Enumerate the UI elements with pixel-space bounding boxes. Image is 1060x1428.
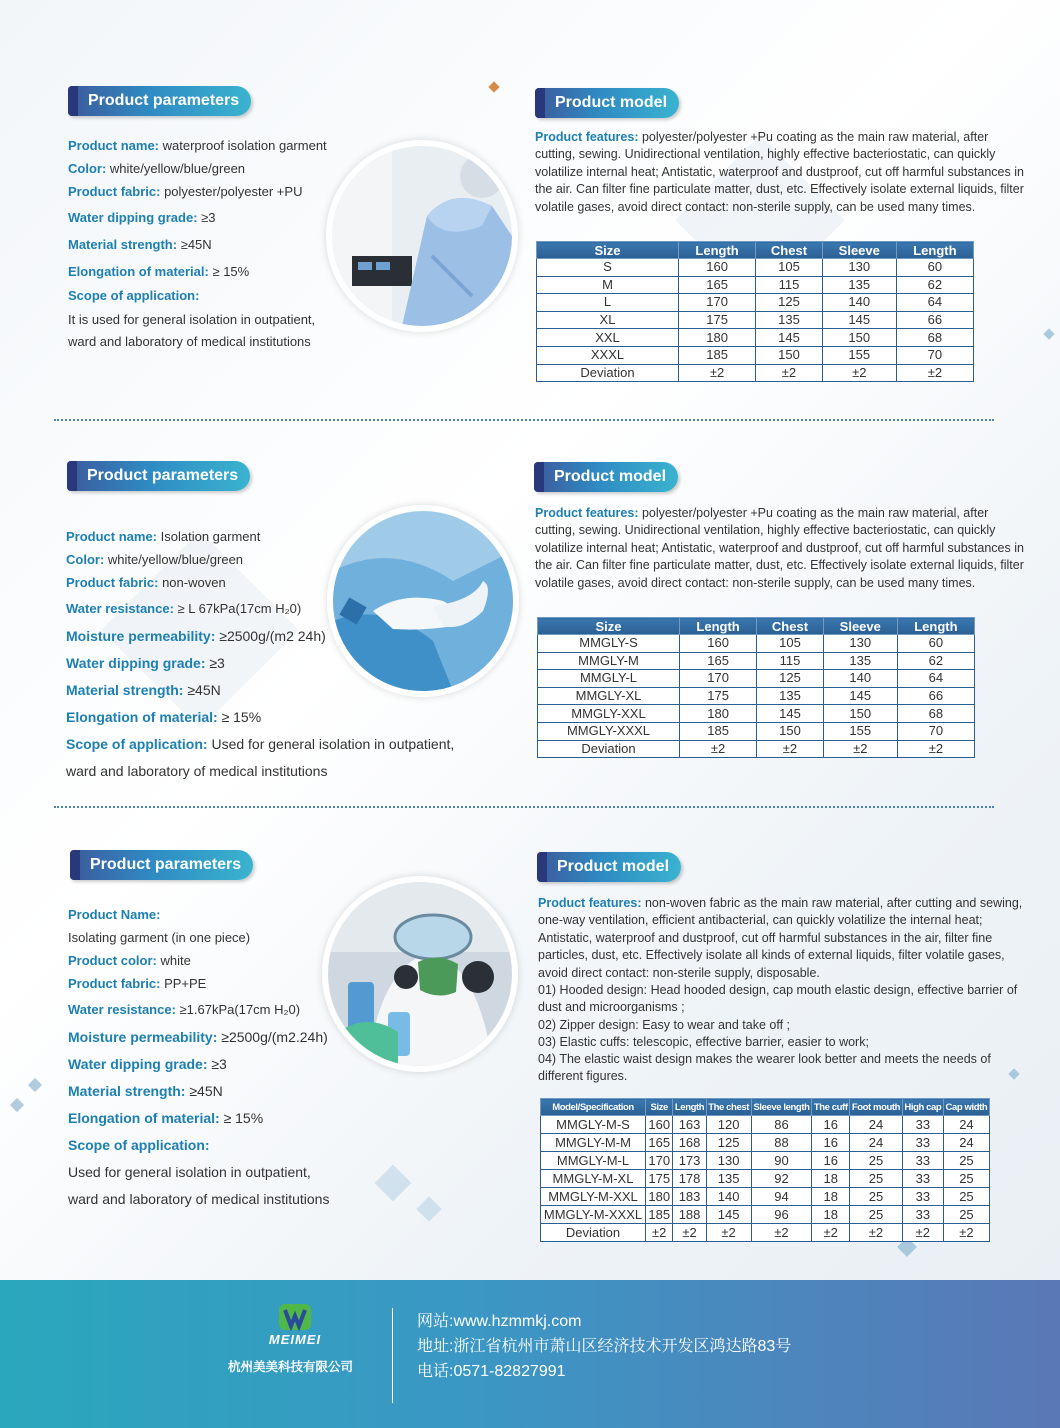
product-parameters-title: Product parameters: [70, 850, 253, 880]
cell: 173: [673, 1152, 706, 1170]
table-row: [538, 740, 975, 758]
cell: 125: [757, 670, 824, 688]
param-row: Elongation of material: ≥ 15%: [68, 1110, 264, 1126]
cell: M: [537, 276, 679, 294]
cell: 168: [673, 1134, 706, 1152]
company-logo: [255, 1302, 335, 1350]
param-row: ward and laboratory of medical institutions: [68, 1191, 330, 1207]
cell: 33: [902, 1152, 943, 1170]
bg-diamond: [28, 1078, 42, 1092]
table-row: [537, 364, 974, 382]
table-row: [537, 259, 974, 277]
table-row: [541, 1170, 990, 1188]
product-parameters-title: Product parameters: [68, 86, 251, 116]
design-point: 03) Elastic cuffs: telescopic, effective barrier, easier to work;: [538, 1035, 869, 1049]
col-header: Sleeve: [822, 242, 896, 259]
cell: 66: [896, 311, 973, 329]
param-row: Scope of application: Used for general isolation in outpatient,: [66, 736, 455, 752]
bg-diamond: [1043, 328, 1054, 339]
param-row: Moisture permeability: ≥2500g/(m2.24h): [68, 1029, 328, 1045]
cell: 170: [680, 670, 757, 688]
param-row: Water dipping grade: ≥3: [68, 210, 216, 225]
address-text: 地址:浙江省杭州市萧山区经济技术开发区鸿达路83号: [417, 1338, 792, 1355]
cell: 150: [823, 705, 897, 723]
cell: ±2: [757, 740, 824, 758]
cell: 90: [751, 1152, 812, 1170]
table-row: [537, 329, 974, 347]
cell: 165: [679, 276, 756, 294]
param-row: Product fabric: PP+PE: [68, 976, 207, 991]
cell: MMGLY-S: [538, 635, 680, 653]
cell: 62: [896, 276, 973, 294]
cell: 160: [646, 1116, 673, 1134]
cell: 96: [751, 1206, 812, 1224]
cell: ±2: [646, 1224, 673, 1242]
cell: 130: [822, 259, 896, 277]
cell: MMGLY-M-M: [541, 1134, 646, 1152]
cell: ±2: [943, 1224, 989, 1242]
cell: MMGLY-M-S: [541, 1116, 646, 1134]
param-row: Product name: Isolation garment: [66, 529, 261, 544]
cell: MMGLY-M-XXL: [541, 1188, 646, 1206]
cell: 150: [756, 346, 823, 364]
cell: 25: [850, 1206, 903, 1224]
table-row: [541, 1206, 990, 1224]
cell: 155: [822, 346, 896, 364]
cell: 185: [679, 346, 756, 364]
design-point: 02) Zipper design: Easy to wear and take off ;: [538, 1018, 790, 1032]
cell: 145: [706, 1206, 751, 1224]
design-point: 01) Hooded design: Head hooded design, cap mouth elastic design, effective barrier of dust and microorganisms ;: [538, 983, 1018, 1015]
cell: S: [537, 259, 679, 277]
param-row: ward and laboratory of medical institutions: [68, 334, 311, 349]
cell: 175: [680, 687, 757, 705]
cell: MMGLY-M: [538, 652, 680, 670]
product-features: Product features: polyester/polyester +Pu coating as the main raw material, after cutting, sewing. Unidirectional ventilation, highly effective bacteriostatic, can quickly volatilize internal heat; Antistatic, waterproof and dustproof, cut off harmful substances in the air. Can filter fine particulate matter, dust, etc. Effectively isolate external liquids, filter volatile gases, avoid direct contact: non-sterile supply, can be used many times.: [535, 130, 1024, 214]
cell: 160: [679, 259, 756, 277]
cell: 92: [751, 1170, 812, 1188]
cell: 25: [943, 1206, 989, 1224]
cell: 135: [756, 311, 823, 329]
cell: 25: [943, 1188, 989, 1206]
table-row: [538, 687, 975, 705]
cell: Deviation: [541, 1224, 646, 1242]
cell: 135: [823, 652, 897, 670]
cell: ±2: [673, 1224, 706, 1242]
design-point: 04) The elastic waist design makes the wearer look better and meets the needs of different figures.: [538, 1052, 991, 1084]
cell: 125: [706, 1134, 751, 1152]
product-photo-isolation-garment: [327, 505, 519, 697]
param-row: Product color: white: [68, 953, 191, 968]
param-row: Scope of application:: [68, 1137, 210, 1153]
param-row: Product name: waterproof isolation garment: [68, 138, 327, 153]
param-row: Used for general isolation in outpatient,: [68, 1164, 311, 1180]
cell: 175: [679, 311, 756, 329]
cell: 33: [902, 1188, 943, 1206]
footer-divider: [392, 1308, 393, 1403]
cell: 145: [757, 705, 824, 723]
logo-wordmark: MEIMEI: [268, 1332, 322, 1347]
cell: 16: [812, 1116, 850, 1134]
cell: 150: [822, 329, 896, 347]
cell: Deviation: [538, 740, 680, 758]
cell: 33: [902, 1134, 943, 1152]
cell: 24: [850, 1134, 903, 1152]
table-header-row: [537, 242, 974, 259]
cell: 25: [943, 1152, 989, 1170]
col-header: Sleeve: [823, 618, 897, 635]
size-table: [536, 241, 974, 382]
size-table: [537, 617, 975, 758]
cell: 66: [897, 687, 974, 705]
col-header: Length: [680, 618, 757, 635]
cell: 25: [850, 1170, 903, 1188]
cell: 24: [943, 1116, 989, 1134]
cell: 135: [757, 687, 824, 705]
cell: ±2: [896, 364, 973, 382]
cell: 140: [822, 294, 896, 312]
cell: ±2: [823, 740, 897, 758]
bg-diamond: [416, 1196, 441, 1221]
cell: XXXL: [537, 346, 679, 364]
col-header: Length: [897, 618, 974, 635]
cell: MMGLY-XL: [538, 687, 680, 705]
cell: 165: [646, 1134, 673, 1152]
product-model-title: Product model: [535, 88, 679, 118]
col-header: Length: [679, 242, 756, 259]
product-photo-one-piece-garment: [322, 876, 518, 1072]
cell: 155: [823, 722, 897, 740]
cell: 180: [680, 705, 757, 723]
cell: 16: [812, 1134, 850, 1152]
cell: 64: [896, 294, 973, 312]
cell: ±2: [822, 364, 896, 382]
col-header: Model/Specification: [541, 1099, 646, 1116]
cell: Deviation: [537, 364, 679, 382]
section-divider: [54, 806, 994, 808]
cell: MMGLY-M-XL: [541, 1170, 646, 1188]
cell: 18: [812, 1188, 850, 1206]
cell: MMGLY-M-XXXL: [541, 1206, 646, 1224]
table-row: [541, 1152, 990, 1170]
table-row: [538, 670, 975, 688]
company-name: 杭州美美科技有限公司: [228, 1360, 354, 1374]
col-header: The cuff: [812, 1099, 850, 1116]
param-row: Water dipping grade: ≥3: [68, 1056, 227, 1072]
col-header: High cap: [902, 1099, 943, 1116]
table-row: [541, 1188, 990, 1206]
cell: 145: [756, 329, 823, 347]
cell: 60: [897, 635, 974, 653]
cell: 115: [756, 276, 823, 294]
cell: 33: [902, 1206, 943, 1224]
cell: L: [537, 294, 679, 312]
col-header: Size: [646, 1099, 673, 1116]
cell: 150: [757, 722, 824, 740]
phone-text: 电话:0571-82827991: [417, 1363, 566, 1380]
cell: 68: [897, 705, 974, 723]
table-row: [538, 652, 975, 670]
param-row: Product fabric: polyester/polyester +PU: [68, 184, 303, 199]
cell: 105: [757, 635, 824, 653]
param-row: Color: white/yellow/blue/green: [66, 552, 244, 567]
param-row: Scope of application:: [68, 288, 200, 303]
param-row: Water dipping grade: ≥3: [66, 655, 225, 671]
cell: 188: [673, 1206, 706, 1224]
cell: 64: [897, 670, 974, 688]
cell: 70: [897, 722, 974, 740]
cell: 160: [680, 635, 757, 653]
cell: 24: [850, 1116, 903, 1134]
product-features: Product features: non-woven fabric as the main raw material, after cutting and sewing, one-way ventilation, efficient antibacterial, can quickly volatilize the internal heat; Antistatic, waterproof and dustproof, cut off harmful substances in the air, filter fine particles, dust, etc. Effectively isolate all kinds of external liquids, filter volatile gases, avoid direct contact: non-sterile supply, disposable.: [538, 896, 1023, 980]
cell: 105: [756, 259, 823, 277]
param-row: Product fabric: non-woven: [66, 575, 226, 590]
table-row: [537, 311, 974, 329]
table-row: [538, 635, 975, 653]
bg-diamond: [488, 81, 499, 92]
col-header: Chest: [756, 242, 823, 259]
cell: 145: [823, 687, 897, 705]
col-header: Length: [896, 242, 973, 259]
cell: MMGLY-M-L: [541, 1152, 646, 1170]
param-row: Product Name:: [68, 907, 161, 922]
param-row: Color: white/yellow/blue/green: [68, 161, 246, 176]
cell: 18: [812, 1206, 850, 1224]
cell: 86: [751, 1116, 812, 1134]
cell: 25: [943, 1170, 989, 1188]
param-row: Elongation of material: ≥ 15%: [66, 709, 262, 725]
col-header: Length: [673, 1099, 706, 1116]
cell: XL: [537, 311, 679, 329]
cell: XXL: [537, 329, 679, 347]
param-row: Material strength: ≥45N: [66, 682, 221, 698]
cell: 178: [673, 1170, 706, 1188]
cell: ±2: [902, 1224, 943, 1242]
param-row: Water resistance: ≥1.67kPa(17cm H₂0): [68, 1002, 301, 1017]
cell: 140: [823, 670, 897, 688]
table-row: [537, 294, 974, 312]
param-row: Moisture permeability: ≥2500g/(m2 24h): [66, 628, 326, 644]
cell: ±2: [897, 740, 974, 758]
param-row: Material strength: ≥45N: [68, 1083, 223, 1099]
bg-diamond: [375, 1165, 412, 1202]
col-header: Sleeve length: [751, 1099, 812, 1116]
cell: 145: [822, 311, 896, 329]
cell: 88: [751, 1134, 812, 1152]
cell: MMGLY-XXXL: [538, 722, 680, 740]
cell: 175: [646, 1170, 673, 1188]
cell: 70: [896, 346, 973, 364]
param-row: Material strength: ≥45N: [68, 237, 212, 252]
cell: ±2: [679, 364, 756, 382]
cell: 183: [673, 1188, 706, 1206]
size-table: [540, 1098, 990, 1242]
table-row: [538, 705, 975, 723]
param-row: It is used for general isolation in outpatient,: [68, 312, 316, 327]
cell: 16: [812, 1152, 850, 1170]
website-text[interactable]: 网站:www.hzmmkj.com: [417, 1313, 582, 1330]
table-row: [538, 722, 975, 740]
product-photo-waterproof-garment: [326, 140, 518, 332]
product-model-title: Product model: [534, 462, 678, 492]
cell: ±2: [706, 1224, 751, 1242]
bg-diamond: [10, 1098, 24, 1112]
cell: 125: [756, 294, 823, 312]
cell: 33: [902, 1170, 943, 1188]
col-header: Chest: [757, 618, 824, 635]
cell: 25: [850, 1188, 903, 1206]
cell: 135: [822, 276, 896, 294]
param-row: Elongation of material: ≥ 15%: [68, 264, 250, 279]
cell: 185: [646, 1206, 673, 1224]
cell: 170: [679, 294, 756, 312]
cell: 68: [896, 329, 973, 347]
cell: 18: [812, 1170, 850, 1188]
cell: 170: [646, 1152, 673, 1170]
param-row: ward and laboratory of medical institutions: [66, 763, 328, 779]
cell: 115: [757, 652, 824, 670]
cell: ±2: [680, 740, 757, 758]
cell: 135: [706, 1170, 751, 1188]
cell: ±2: [751, 1224, 812, 1242]
table-row: [537, 346, 974, 364]
cell: 140: [706, 1188, 751, 1206]
cell: ±2: [850, 1224, 903, 1242]
cell: 180: [679, 329, 756, 347]
cell: 185: [680, 722, 757, 740]
table-row: [541, 1134, 990, 1152]
cell: 24: [943, 1134, 989, 1152]
cell: 94: [751, 1188, 812, 1206]
table-row: [541, 1116, 990, 1134]
cell: 180: [646, 1188, 673, 1206]
footer: [0, 1280, 1060, 1428]
cell: MMGLY-L: [538, 670, 680, 688]
cell: MMGLY-XXL: [538, 705, 680, 723]
section-divider: [54, 419, 994, 421]
param-row: Isolating garment (in one piece): [68, 930, 251, 945]
col-header: Foot mouth: [850, 1099, 903, 1116]
cell: 25: [850, 1152, 903, 1170]
product-parameters-title: Product parameters: [67, 461, 250, 491]
table-header-row: [538, 618, 975, 635]
table-header-row: [541, 1099, 990, 1116]
col-header: Size: [538, 618, 680, 635]
table-row: [541, 1224, 990, 1242]
cell: 120: [706, 1116, 751, 1134]
cell: 60: [896, 259, 973, 277]
cell: 130: [823, 635, 897, 653]
cell: ±2: [756, 364, 823, 382]
cell: 163: [673, 1116, 706, 1134]
cell: 33: [902, 1116, 943, 1134]
col-header: Cap width: [943, 1099, 989, 1116]
cell: 165: [680, 652, 757, 670]
product-features: Product features: polyester/polyester +Pu coating as the main raw material, after cutting, sewing. Unidirectional ventilation, highly effective bacteriostatic, can quickly volatilize internal heat; Antistatic, waterproof and dustproof, cut off harmful substances in the air. Can filter fine particulate matter, dust, etc. Effectively isolate external liquids, filter volatile gases, avoid direct contact: non-sterile supply, can be used many times.: [535, 506, 1024, 590]
cell: 130: [706, 1152, 751, 1170]
table-row: [537, 276, 974, 294]
col-header: Size: [537, 242, 679, 259]
cell: ±2: [812, 1224, 850, 1242]
param-row: Water resistance: ≥ L 67kPa(17cm H₂0): [66, 601, 302, 616]
col-header: The chest: [706, 1099, 751, 1116]
product-model-title: Product model: [537, 852, 681, 882]
cell: 62: [897, 652, 974, 670]
